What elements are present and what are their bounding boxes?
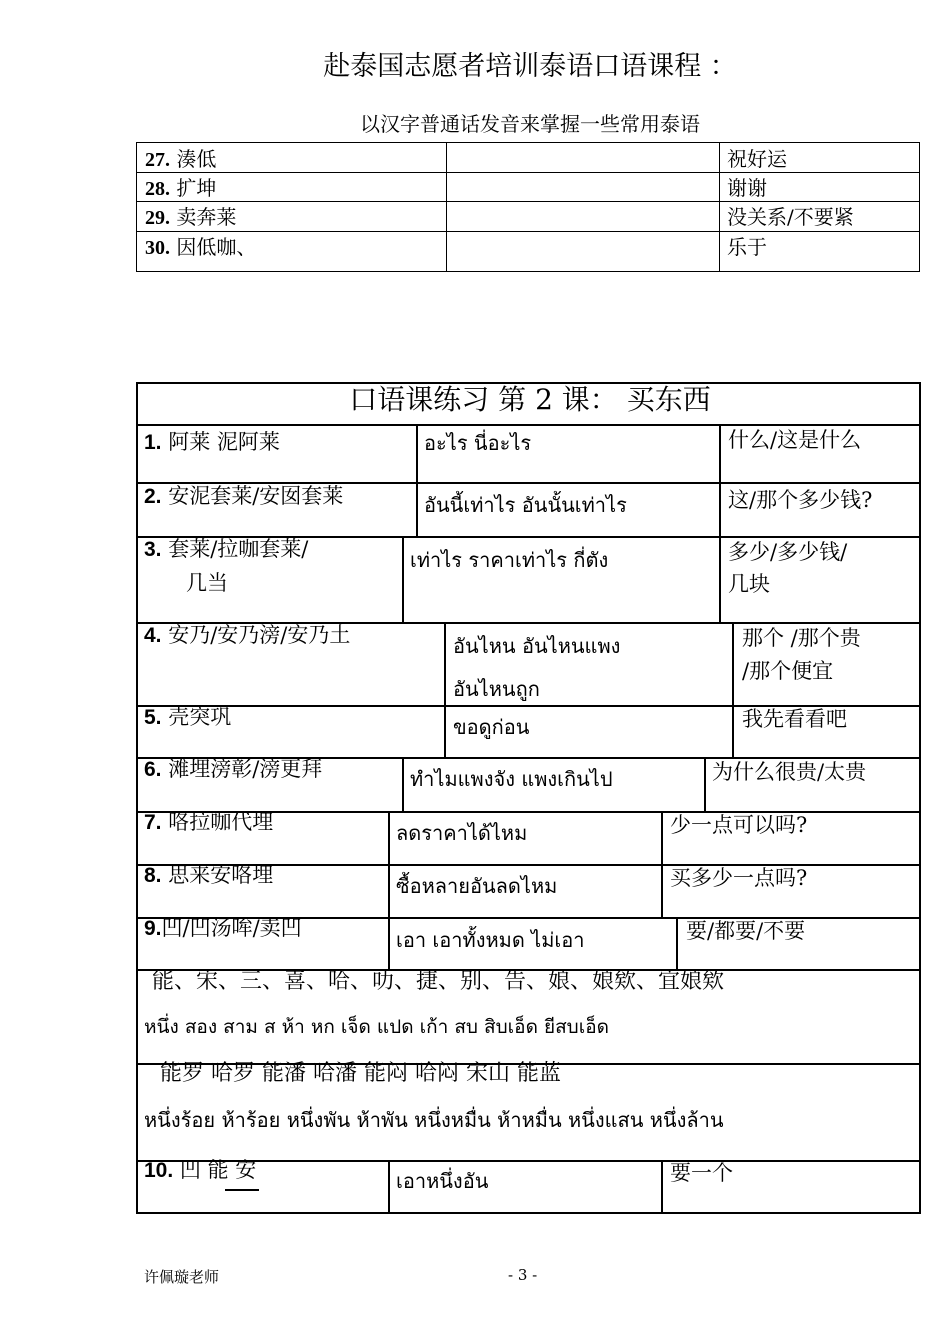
page-subtitle: 以汉字普通话发音来掌握一些常用泰语 <box>360 112 700 136</box>
meaning-29: 没关系/不要紧 <box>727 205 854 229</box>
row-4-thai: อันไหน อันไหนแพง <box>453 634 621 658</box>
underline-mark <box>225 1189 259 1191</box>
meaning-27: 祝好运 <box>727 147 787 171</box>
row-3-meaning-line2: 几块 <box>728 572 770 596</box>
phrases-table-top <box>136 142 920 272</box>
column-divider <box>719 143 720 271</box>
row-1-meaning: 什么/这是什么 <box>728 428 862 452</box>
meaning-30: 乐于 <box>727 235 767 259</box>
row-10-pron: 10. 凹 能 安 <box>144 1158 257 1182</box>
meaning-28: 谢谢 <box>727 176 767 200</box>
row-5-thai: ขอดูก่อน <box>453 715 530 739</box>
phrase-29: 29. 卖奔莱 <box>145 205 237 229</box>
row-3-pron-line2: 几当 <box>186 571 228 595</box>
row-10-meaning: 要一个 <box>670 1161 733 1185</box>
numbers-pron-line-1: 能、宋、三、喜、哈、叻、捷、别、告、娘、娘欸、宜娘欸 <box>152 969 725 994</box>
column-divider <box>446 143 447 271</box>
row-6-pron: 6. 滩埋滂彰/滂更拜 <box>144 757 323 781</box>
row-3-thai: เท่าไร ราคาเท่าไร กี่ตัง <box>410 548 609 572</box>
row-6-thai: ทำไมแพงจัง แพงเกินไป <box>410 767 613 791</box>
row-4-thai-line2: อันไหนถูก <box>453 677 540 701</box>
row-4-pron: 4. 安乃/安乃滂/安乃土 <box>144 623 351 647</box>
numbers-thai-line-1: หนึ่ง สอง สาม ส ห้า หก เจ็ด แปด เก้า สบ สิบเอ็ด ยีสบเอ็ด <box>144 1016 609 1038</box>
phrase-28: 28. 扩坤 <box>145 176 217 200</box>
row-8-thai: ซื้อหลายอันลดไหม <box>396 874 558 898</box>
row-2-meaning: 这/那个多少钱? <box>728 488 873 512</box>
numbers-thai-line-2: หนึ่งร้อย ห้าร้อย หนึ่งพัน ห้าพัน หนึ่งหมื่น ห้าหมื่น หนึ่งแสน หนึ่งล้าน <box>144 1108 724 1132</box>
lesson-title: 口语课练习 第 2 课： 买东西 <box>349 383 711 416</box>
table-row <box>137 143 919 173</box>
phrase-27: 27. 湊低 <box>145 147 217 171</box>
page-title: 赴泰国志愿者培训泰语口语课程 ： <box>323 51 737 82</box>
row-4-meaning-line2: /那个便宜 <box>742 659 834 683</box>
numbers-pron-line-2: 能罗 哈罗 能潘 哈潘 能闷 哈闷 宋山 能蓝 <box>160 1061 561 1086</box>
row-8-meaning: 买多少一点吗? <box>670 866 808 890</box>
row-2-pron: 2. 安泥套莱/安囡套莱 <box>144 484 344 508</box>
row-3-pron: 3. 套莱/拉咖套莱/ <box>144 537 309 561</box>
row-7-thai: ลดราคาได้ไหม <box>396 821 528 845</box>
row-2-thai: อันนี้เท่าไร อันนั้นเท่าไร <box>424 493 627 517</box>
table-row <box>137 172 919 202</box>
row-9-meaning: 要/都要/不要 <box>686 919 806 943</box>
row-3-meaning: 多少/多少钱/ <box>728 540 848 564</box>
footer-page-number: - 3 - <box>508 1266 538 1284</box>
row-9-pron: 9.凹/凹汤哞/卖凹 <box>144 916 302 940</box>
row-6-meaning: 为什么很贵/太贵 <box>712 760 867 784</box>
row-5-pron: 5. 壳突巩 <box>144 705 232 729</box>
row-9-thai: เอา เอาทั้งหมด ไม่เอา <box>396 928 585 952</box>
row-7-meaning: 少一点可以吗? <box>670 813 808 837</box>
footer-teacher: 许佩璇老师 <box>144 1268 220 1286</box>
row-1-thai: อะไร นี่อะไร <box>424 431 532 455</box>
row-10-thai: เอาหนึ่งอัน <box>396 1169 489 1193</box>
phrase-30: 30. 因低咖、 <box>145 235 257 259</box>
row-5-meaning: 我先看看吧 <box>742 707 847 731</box>
row-7-pron: 7. 咯拉咖代埋 <box>144 810 274 834</box>
row-4-meaning: 那个 /那个贵 <box>742 626 861 650</box>
row-8-pron: 8. 思来安咯埋 <box>144 863 274 887</box>
row-1-pron: 1. 阿莱 泥阿莱 <box>144 430 280 454</box>
